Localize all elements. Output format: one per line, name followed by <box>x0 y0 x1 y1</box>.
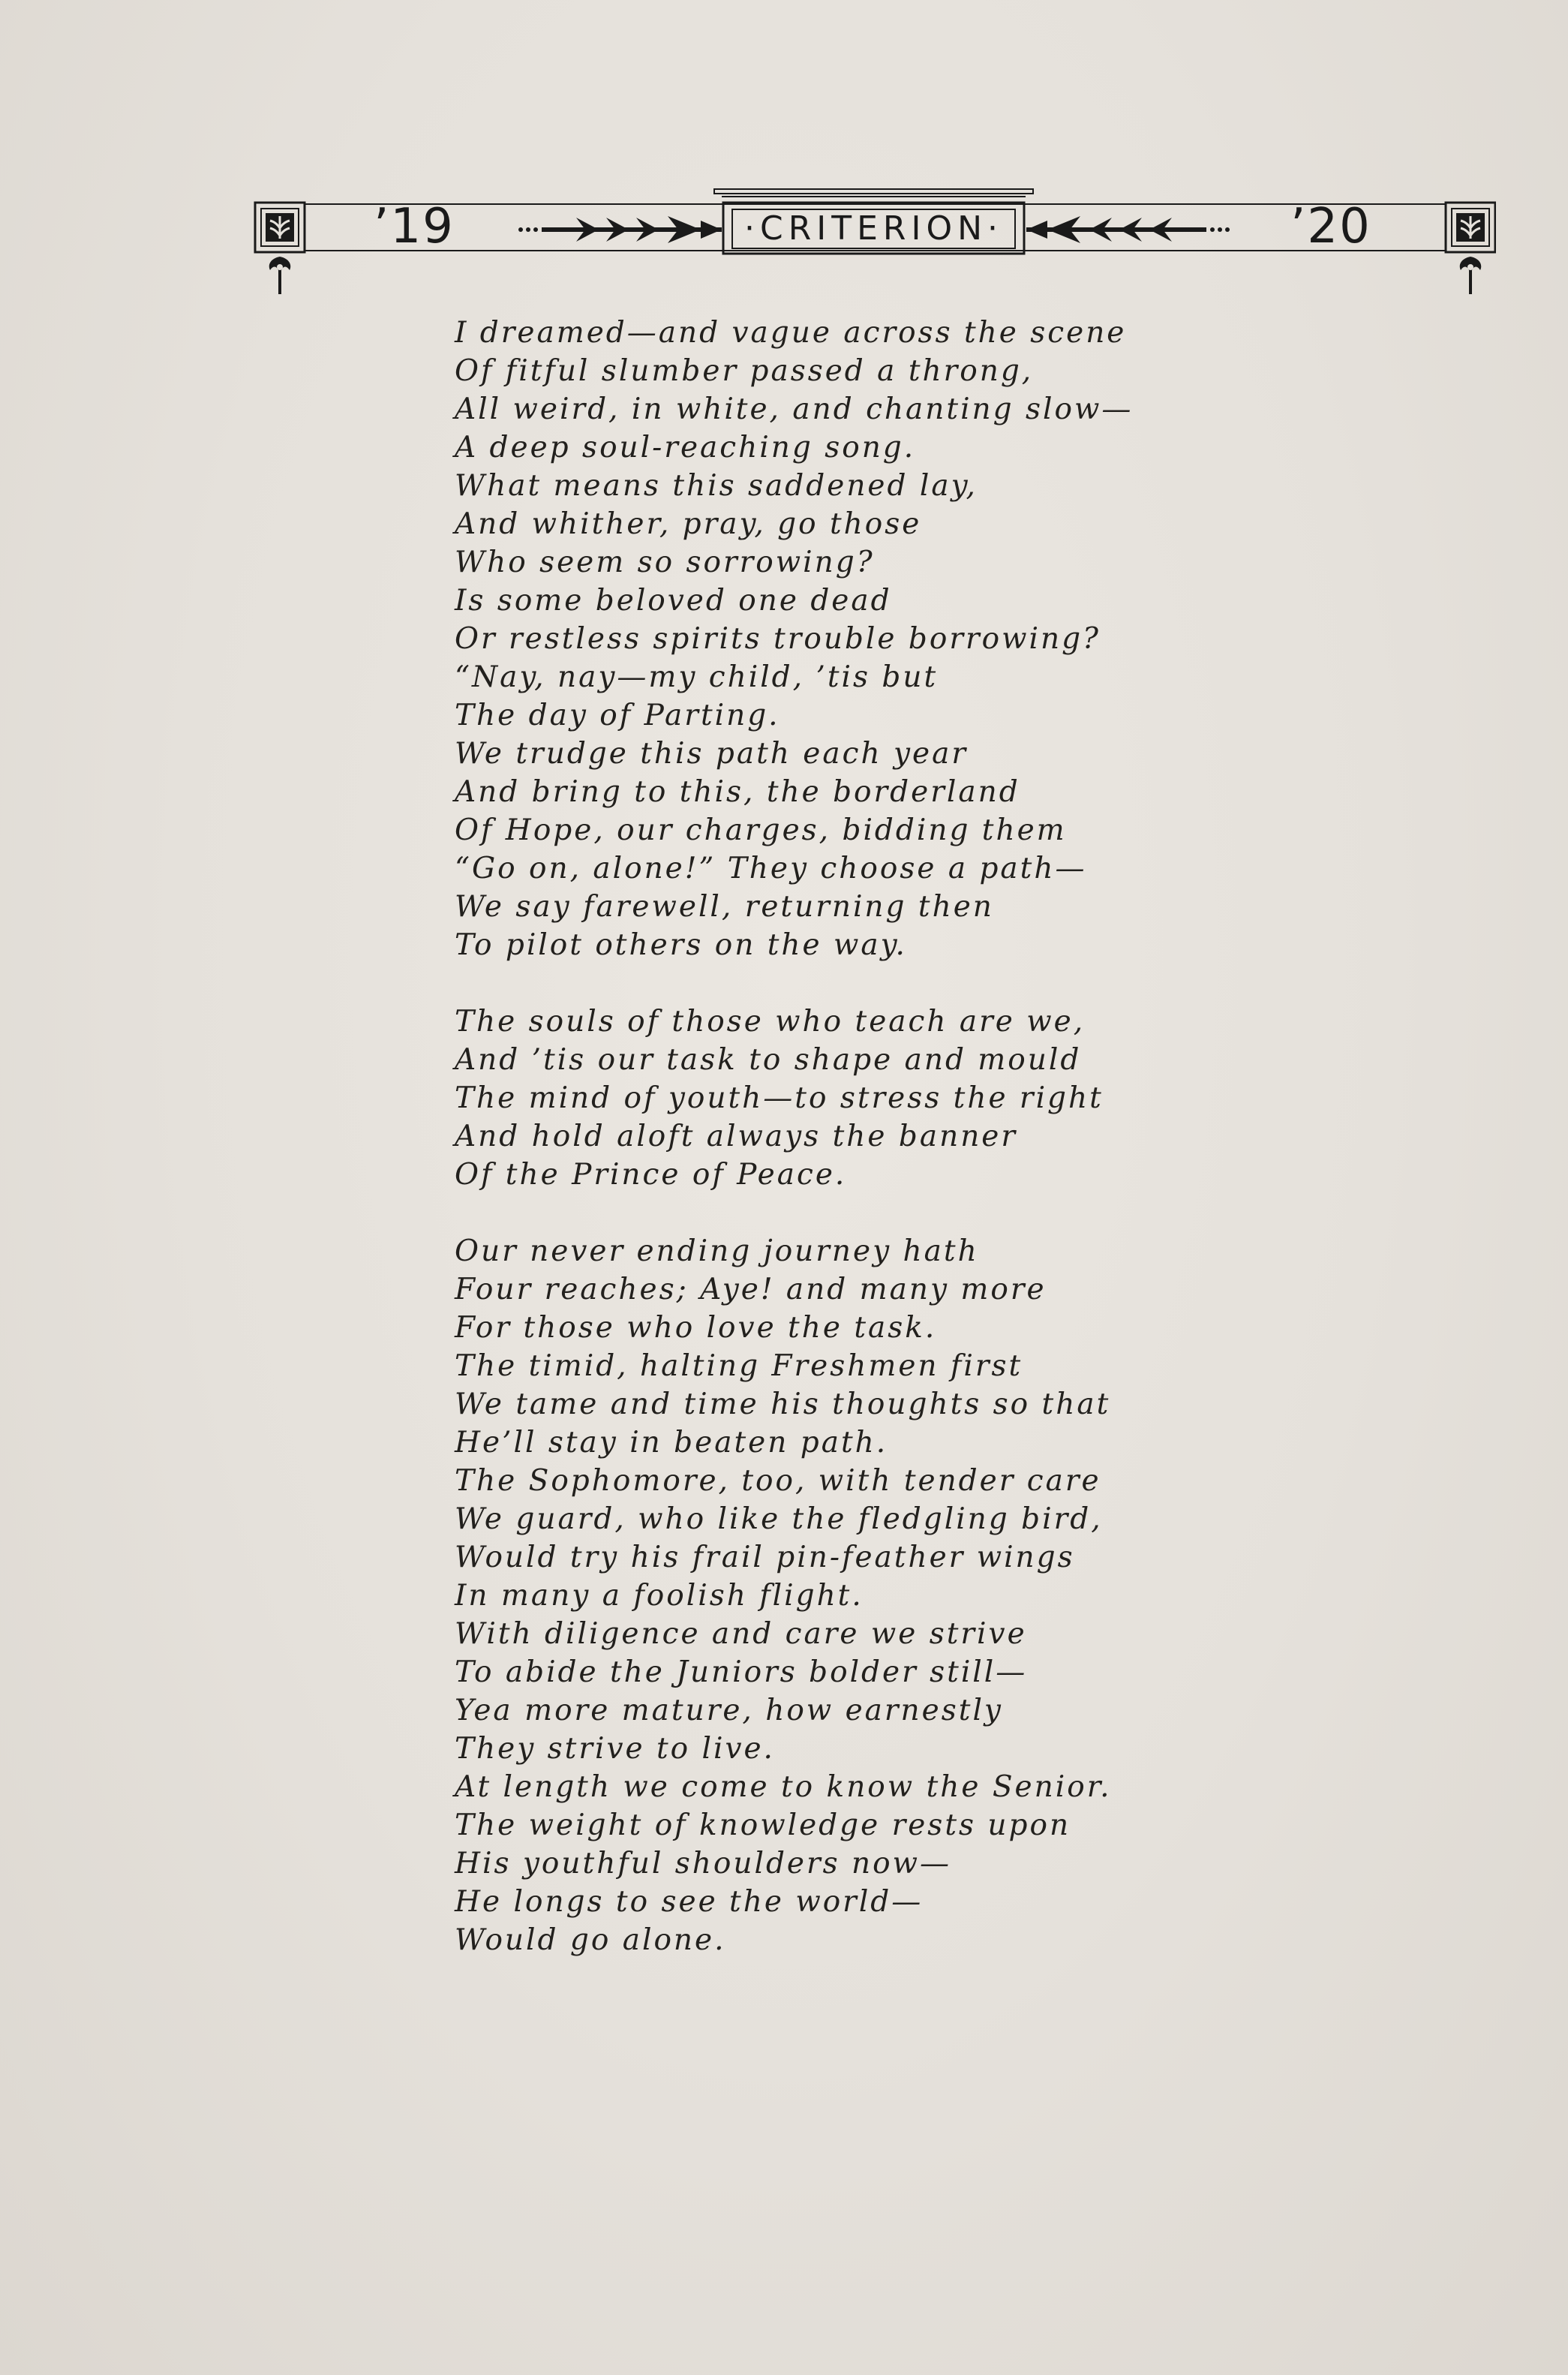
left-leaf-block-icon <box>255 203 305 252</box>
right-leaf-block-icon <box>1446 203 1495 252</box>
poem-line: Yea more mature, how earnestly <box>455 1694 1003 1727</box>
poem-line: What means this saddened lay, <box>455 469 978 503</box>
right-pendant-icon <box>1460 257 1481 294</box>
poem-line: The Sophomore, too, with tender care <box>455 1464 1101 1498</box>
poem-line: And whither, pray, go those <box>455 507 922 541</box>
poem-line: We guard, who like the fledgling bird, <box>455 1502 1103 1536</box>
poem-line: His youthful shoulders now— <box>455 1847 952 1880</box>
poem-line: Our never ending journey hath <box>455 1234 979 1268</box>
poem-line: Or restless spirits trouble borrowing? <box>455 622 1101 656</box>
poem-stanza-3 <box>455 1232 1430 1959</box>
poem-line: The souls of those who teach are we, <box>455 1005 1086 1039</box>
poem-line: Would try his frail pin-feather wings <box>455 1541 1075 1574</box>
poem-line: He longs to see the world— <box>455 1885 924 1919</box>
poem-line: “Go on, alone!” They choose a path— <box>455 852 1087 885</box>
poem-line: Would go alone. <box>455 1923 726 1957</box>
poem-line: With diligence and care we strive <box>455 1617 1027 1651</box>
poem-stanza-2 <box>455 1003 1430 1194</box>
header-year-left: ’19 <box>374 199 455 254</box>
poem-line: In many a foolish flight. <box>455 1579 864 1613</box>
poem-line: We tame and time his thoughts so that <box>455 1387 1111 1421</box>
poem-line: Who seem so sorrowing? <box>455 546 875 579</box>
poem-line: “Nay, nay—my child, ’tis but <box>455 660 939 694</box>
right-arrow-ornament-icon <box>1026 216 1230 243</box>
left-pendant-icon <box>269 257 290 294</box>
poem-line: And bring to this, the borderland <box>455 775 1020 809</box>
poem-line: He’ll stay in beaten path. <box>455 1426 888 1460</box>
poem-line: The mind of youth—to stress the right <box>455 1081 1104 1115</box>
left-arrow-ornament-icon <box>518 216 722 243</box>
poem-line: At length we come to know the Senior. <box>455 1770 1112 1804</box>
header-title: ·CRITERION· <box>743 209 1004 248</box>
poem-line: To abide the Juniors bolder still— <box>455 1655 1028 1689</box>
header-year-right: ’20 <box>1290 199 1371 254</box>
poem-line: We trudge this path each year <box>455 737 968 771</box>
poem-line: Of the Prince of Peace. <box>455 1158 847 1192</box>
page-header-banner <box>254 186 1496 299</box>
poem-stanza-1 <box>455 314 1430 964</box>
poem-line: Of fitful slumber passed a throng, <box>455 354 1034 388</box>
poem-line: The day of Parting. <box>455 699 780 732</box>
poem-line: All weird, in white, and chanting slow— <box>455 392 1134 426</box>
poem-line: The timid, halting Freshmen first <box>455 1349 1023 1383</box>
poem-line: For those who love the task. <box>455 1311 937 1345</box>
poem-line: Of Hope, our charges, bidding them <box>455 813 1067 847</box>
poem-line: The weight of knowledge rests upon <box>455 1808 1071 1842</box>
poem-body <box>455 314 1430 1959</box>
poem-line: They strive to live. <box>455 1732 775 1766</box>
poem-line: Is some beloved one dead <box>455 584 892 618</box>
poem-line: And ’tis our task to shape and mould <box>455 1043 1082 1077</box>
poem-line: We say farewell, returning then <box>455 890 994 924</box>
poem-line: I dreamed—and vague across the scene <box>455 316 1127 350</box>
poem-line: Four reaches; Aye! and many more <box>455 1273 1047 1306</box>
poem-line: A deep soul-reaching song. <box>455 431 916 464</box>
poem-line: And hold aloft always the banner <box>455 1120 1018 1153</box>
poem-line: To pilot others on the way. <box>455 928 907 962</box>
